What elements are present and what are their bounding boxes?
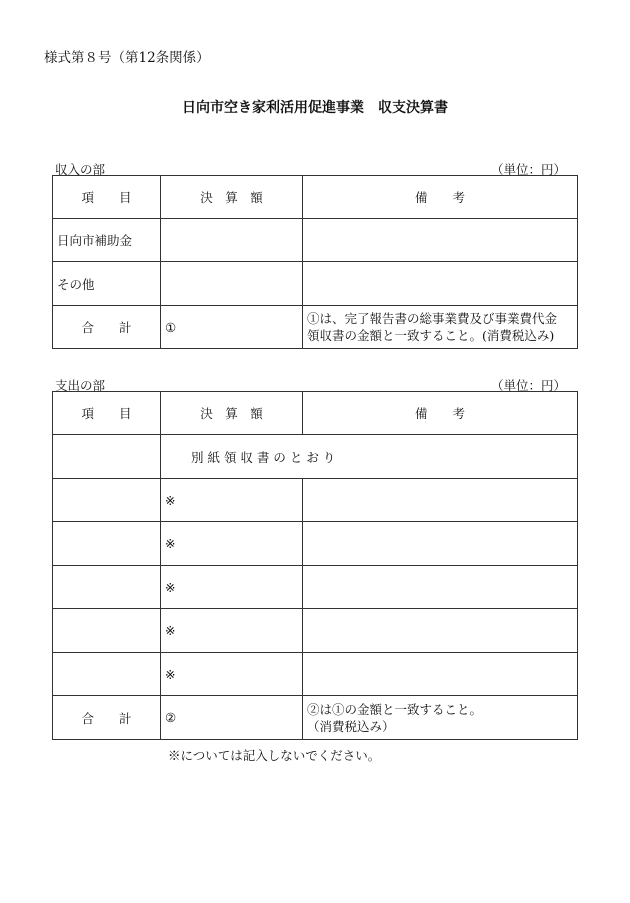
income-col-amount: 決 算 額 — [161, 176, 303, 219]
expense-col-item: 項 目 — [53, 392, 161, 435]
expense-total-note-line2: （消費税込み） — [307, 718, 395, 734]
expense-unit-label: （単位：円） — [490, 378, 566, 393]
expense-amount-cell[interactable]: ※ — [161, 653, 303, 696]
expense-receipt-text: 別 紙 領 収 書 の と お り — [161, 435, 578, 479]
income-section-label: 収入の部 — [55, 162, 106, 177]
expense-note-cell[interactable] — [303, 522, 578, 566]
income-note-cell[interactable] — [303, 262, 578, 306]
income-table — [52, 175, 578, 349]
expense-row — [53, 566, 578, 609]
expense-total-amount[interactable]: ② — [161, 696, 303, 740]
expense-note-cell[interactable] — [303, 609, 578, 653]
form-number: 様式第８号（第12条関係） — [44, 50, 210, 66]
expense-note-cell[interactable] — [303, 566, 578, 609]
expense-row — [53, 522, 578, 566]
expense-amount-cell[interactable]: ※ — [161, 609, 303, 653]
expense-total-label: 合 計 — [53, 696, 161, 740]
income-amount-cell[interactable] — [161, 262, 303, 306]
expense-header-row — [53, 392, 578, 435]
expense-item-cell[interactable] — [53, 479, 161, 522]
income-total-row — [53, 306, 578, 349]
income-total-label: 合 計 — [53, 306, 161, 349]
income-col-note: 備 考 — [303, 176, 578, 219]
expense-receipt-row — [53, 435, 578, 479]
footer-note: ※については記入しないでください。 — [168, 748, 381, 763]
document-title: 日向市空き家利活用促進事業 収支決算書 — [182, 100, 448, 116]
income-row — [53, 262, 578, 306]
expense-col-note: 備 考 — [303, 392, 578, 435]
income-item-cell[interactable]: その他 — [53, 262, 161, 306]
income-total-note-line2: 領収書の金額と一致すること。(消費税込み) — [307, 328, 555, 343]
income-amount-cell[interactable] — [161, 219, 303, 262]
expense-note-cell[interactable] — [303, 653, 578, 696]
expense-amount-cell[interactable]: ※ — [161, 522, 303, 566]
expense-note-cell[interactable] — [303, 479, 578, 522]
expense-row — [53, 653, 578, 696]
income-item-cell[interactable]: 日向市補助金 — [53, 219, 161, 262]
expense-item-cell[interactable] — [53, 653, 161, 696]
expense-amount-cell[interactable]: ※ — [161, 566, 303, 609]
income-total-note-line1: ①は、完了報告書の総事業費及び事業費代金 — [307, 311, 558, 326]
expense-table — [52, 391, 578, 740]
income-row — [53, 219, 578, 262]
expense-total-note — [303, 696, 578, 740]
expense-item-cell[interactable] — [53, 566, 161, 609]
expense-total-note-line1: ②は①の金額と一致すること。 — [307, 701, 483, 717]
expense-receipt-item-cell — [53, 435, 161, 479]
income-total-note — [303, 306, 578, 349]
expense-item-cell[interactable] — [53, 609, 161, 653]
expense-item-cell[interactable] — [53, 522, 161, 566]
expense-amount-cell[interactable]: ※ — [161, 479, 303, 522]
expense-col-amount: 決 算 額 — [161, 392, 303, 435]
income-total-amount[interactable]: ① — [161, 306, 303, 349]
income-unit-label: （単位：円） — [490, 162, 566, 177]
income-header-row — [53, 176, 578, 219]
expense-total-row — [53, 696, 578, 740]
expense-section-label: 支出の部 — [55, 378, 106, 393]
expense-row — [53, 609, 578, 653]
expense-row — [53, 479, 578, 522]
income-note-cell[interactable] — [303, 219, 578, 262]
income-col-item: 項 目 — [53, 176, 161, 219]
